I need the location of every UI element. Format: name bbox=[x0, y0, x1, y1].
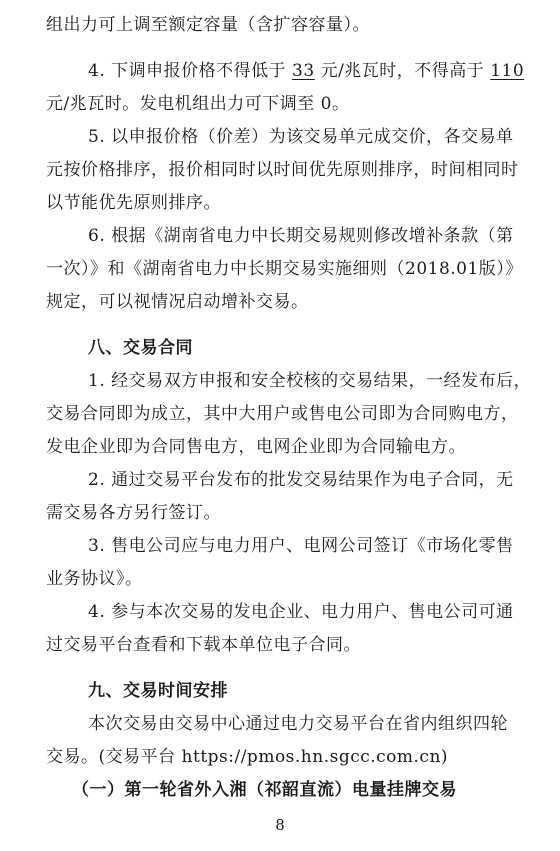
text-line: 元/兆瓦时。发电机组出力可下调至 0。 bbox=[46, 94, 350, 114]
text-line: 2. 通过交易平台发布的批发交易结果作为电子合同，无 bbox=[88, 470, 514, 490]
text-line: 规定，可以视情况启动增补交易。 bbox=[46, 292, 309, 312]
max-price-value: 110 bbox=[490, 61, 525, 81]
text-line bbox=[0, 60, 560, 82]
text-line: 本次交易由交易中心通过电力交易平台在省内组织四轮 bbox=[88, 714, 508, 734]
page-number: 8 bbox=[275, 816, 285, 834]
text-line: 过交易平台查看和下载本单位电子合同。 bbox=[46, 635, 361, 655]
text-line: 5. 以申报价格（价差）为该交易单元成交价，各交易单 bbox=[88, 127, 514, 147]
text-line: 发电企业即为合同售电方，电网企业即为合同输电方。 bbox=[46, 437, 466, 457]
text-line: 以节能优先原则排序。 bbox=[46, 193, 221, 213]
text-line: 交易合同即为成立，其中大用户或售电公司即为合同购电方， bbox=[46, 404, 519, 424]
text-line: 交易。(交易平台 https://pmos.hn.sgcc.com.cn) bbox=[46, 747, 449, 767]
text-line: 业务协议》。 bbox=[46, 569, 143, 589]
text-line: 4. 参与本次交易的发电企业、电力用户、售电公司可通 bbox=[88, 602, 514, 622]
section-heading: 八、交易合同 bbox=[88, 338, 193, 358]
text-segment: 4. 下调申报价格不得低于 bbox=[88, 61, 293, 81]
subsection-heading: （一）第一轮省外入湘（祁韶直流）电量挂牌交易 bbox=[72, 780, 457, 800]
section-heading: 九、交易时间安排 bbox=[88, 681, 228, 701]
text-line: 3. 售电公司应与电力用户、电网公司签订《市场化零售 bbox=[88, 536, 514, 556]
text-line: 需交易各方另行签订。 bbox=[46, 503, 221, 523]
text-line: 6. 根据《湖南省电力中长期交易规则修改增补条款（第 bbox=[88, 226, 514, 246]
text-line: 元按价格排序，报价相同时以时间优先原则排序，时间相同时 bbox=[46, 160, 519, 180]
text-line: 组出力可上调至额定容量（含扩容容量）。 bbox=[46, 15, 370, 35]
text-line: 一次）》和《湖南省电力中长期交易实施细则（2018.01版）》 bbox=[46, 259, 523, 279]
min-price-value: 33 bbox=[292, 61, 315, 81]
text-segment: 元/兆瓦时，不得高于 bbox=[314, 61, 491, 81]
text-line: 1. 经交易双方申报和安全校核的交易结果，一经发布后， bbox=[88, 371, 532, 391]
